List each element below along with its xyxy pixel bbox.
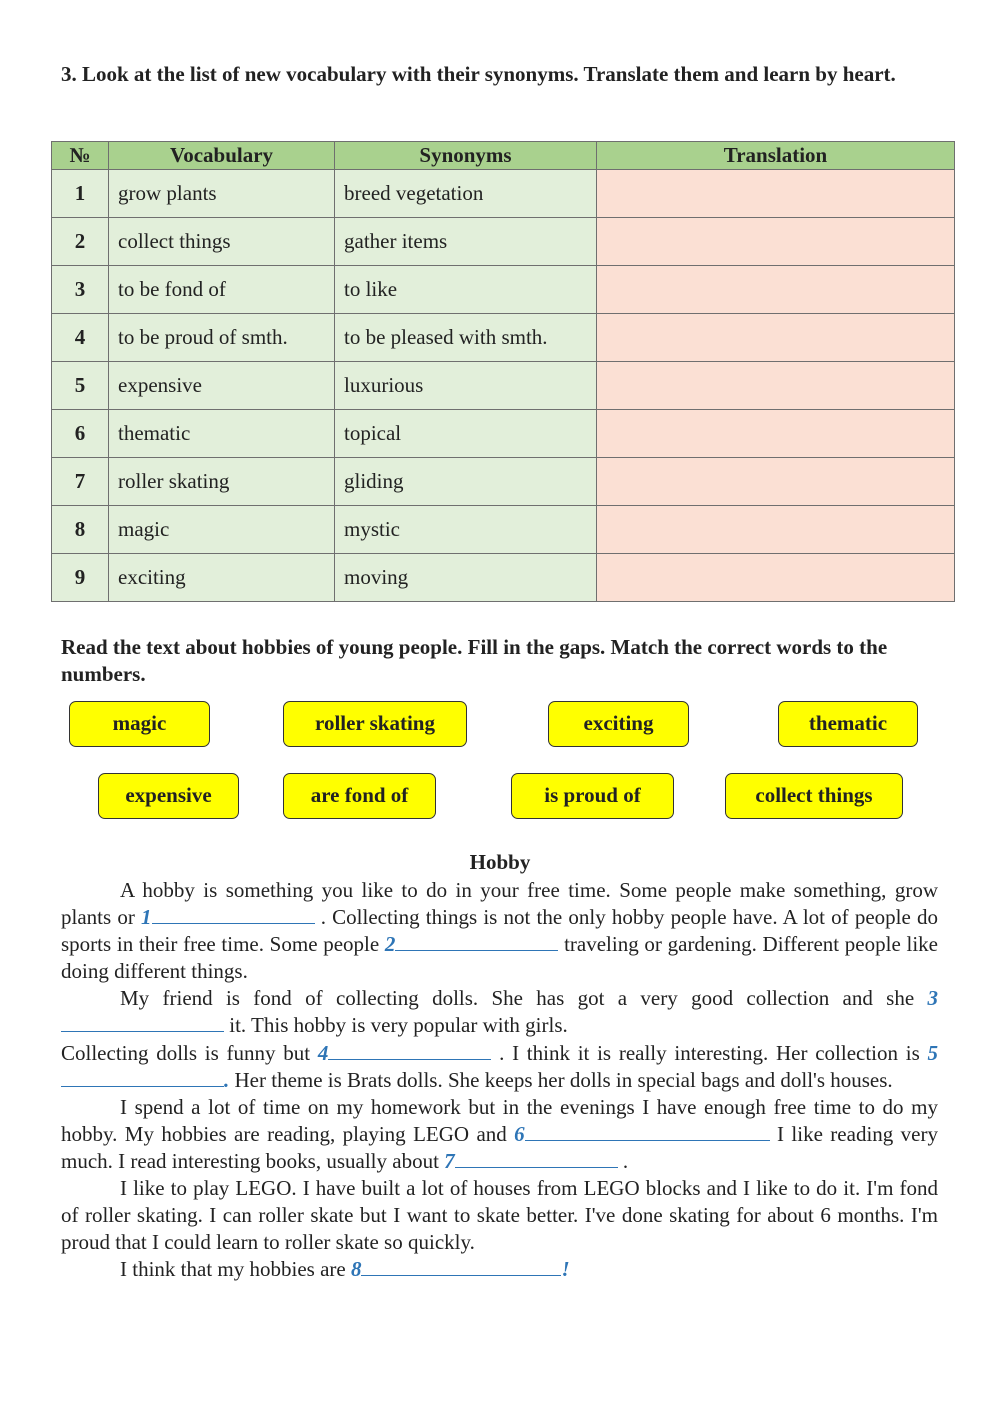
row-number: 9 [52,554,109,602]
synonym-cell: luxurious [335,362,597,410]
translation-cell[interactable] [597,362,955,410]
vocabulary-cell: to be fond of [109,266,335,314]
gap-2[interactable] [385,932,559,956]
synonym-cell: mystic [335,506,597,554]
text-fragment: . [617,1148,629,1173]
table-row [52,218,955,266]
exercise-3-instruction: 3. Look at the list of new vocabulary with their synonyms. Translate them and learn by heart. [61,62,896,86]
vocabulary-cell: magic [109,506,335,554]
text-fragment: My friend is fond of collecting dolls. She has got a very good collection and she [120,986,928,1011]
header-number: № [52,142,109,170]
gap-7[interactable] [444,1149,618,1173]
gap-number: 4 [317,1040,329,1065]
table-header-row [52,142,955,170]
vocabulary-cell: expensive [109,362,335,410]
gap-4[interactable] [318,1041,492,1065]
paragraph-6 [61,1256,938,1283]
gap-1[interactable] [141,905,315,929]
gap-punctuation: ! [561,1257,570,1282]
gap-punctuation: . [224,1067,230,1092]
gap-6[interactable] [514,1122,770,1146]
row-number: 1 [52,170,109,218]
gap-8[interactable] [351,1257,570,1281]
translation-cell[interactable] [597,170,955,218]
table-row [52,506,955,554]
paragraph-3 [61,1040,938,1094]
table-row [52,314,955,362]
paragraph-2 [61,985,938,1039]
word-chip-roller-skating[interactable]: roller skating [283,701,467,747]
translation-cell[interactable] [597,554,955,602]
row-number: 2 [52,218,109,266]
vocabulary-cell: to be proud of smth. [109,314,335,362]
text-fragment: A hobby is something you like to do in your free time. Some people make something, grow plants or [61,878,938,930]
translation-cell[interactable] [597,410,955,458]
gap-number: 5 [927,1040,938,1065]
table-row [52,458,955,506]
row-number: 6 [52,410,109,458]
synonym-cell: topical [335,410,597,458]
text-fragment: Her theme is Brats dolls. She keeps her dolls in special bags and doll's houses. [234,1067,893,1092]
text-fragment: . I think it is really interesting. Her collection is [491,1040,928,1065]
row-number: 4 [52,314,109,362]
synonym-cell: breed vegetation [335,170,597,218]
word-chip-expensive[interactable]: expensive [98,773,239,819]
text-title: Hobby [469,850,531,874]
header-synonyms: Synonyms [335,142,597,170]
paragraph-1 [61,877,938,985]
synonym-cell: to like [335,266,597,314]
text-fragment: I spend a lot of time on my homework but in the evenings I have enough free time to do my hobby. My hobbies are reading, playing LEGO and [61,1094,938,1146]
table-row [52,170,955,218]
gap-number: 2 [384,932,396,957]
vocabulary-cell: exciting [109,554,335,602]
synonym-cell: gliding [335,458,597,506]
vocabulary-cell: thematic [109,410,335,458]
translation-cell[interactable] [597,266,955,314]
paragraph-4 [61,1094,938,1175]
text-fragment: I think that my hobbies are [120,1257,351,1282]
word-chip-magic[interactable]: magic [69,701,210,747]
gap-number: 6 [514,1121,525,1146]
row-number: 3 [52,266,109,314]
synonym-cell: moving [335,554,597,602]
translation-cell[interactable] [597,314,955,362]
word-chip-thematic[interactable]: thematic [778,701,918,747]
paragraph-5: I like to play LEGO. I have built a lot of houses from LEGO blocks and I like to do it. I'm fond of roller skating. I can roller skate but I want to skate better. I've done skating for about 6 months. I'm proud that I could learn to roller skate so quickly. [61,1176,938,1255]
vocabulary-table [51,141,955,602]
vocabulary-cell: grow plants [109,170,335,218]
gap-number: 3 [927,986,938,1011]
text-fragment: Collecting dolls is funny but [61,1040,318,1065]
table-row [52,410,955,458]
table-row [52,266,955,314]
row-number: 8 [52,506,109,554]
vocabulary-cell: collect things [109,218,335,266]
word-chip-are-fond-of[interactable]: are fond of [283,773,436,819]
text-fragment: I like reading very much. I read interesting books, usually about [61,1121,938,1173]
vocabulary-cell: roller skating [109,458,335,506]
row-number: 5 [52,362,109,410]
text-fragment: it. This hobby is very popular with girls. [224,1013,568,1038]
header-vocabulary: Vocabulary [109,142,335,170]
reading-instruction: Read the text about hobbies of young people. Fill in the gaps. Match the correct words to the numbers. [61,635,888,686]
row-number: 7 [52,458,109,506]
gap-number: 7 [444,1148,455,1173]
word-chip-is-proud-of[interactable]: is proud of [511,773,674,819]
translation-cell[interactable] [597,458,955,506]
gap-number: 1 [141,905,152,930]
gap-number: 8 [350,1257,362,1282]
hobby-passage [61,877,938,1283]
translation-cell[interactable] [597,506,955,554]
translation-cell[interactable] [597,218,955,266]
text-fragment: . Collecting things is not the only hobby people have. A lot of people do sports in their free time. Some people [61,905,939,957]
text-fragment: traveling or gardening. Different people like doing different things. [61,932,938,984]
synonym-cell: to be pleased with smth. [335,314,597,362]
table-row [52,362,955,410]
word-chip-exciting[interactable]: exciting [548,701,689,747]
header-translation: Translation [597,142,955,170]
word-chip-collect-things[interactable]: collect things [725,773,903,819]
table-row [52,554,955,602]
synonym-cell: gather items [335,218,597,266]
